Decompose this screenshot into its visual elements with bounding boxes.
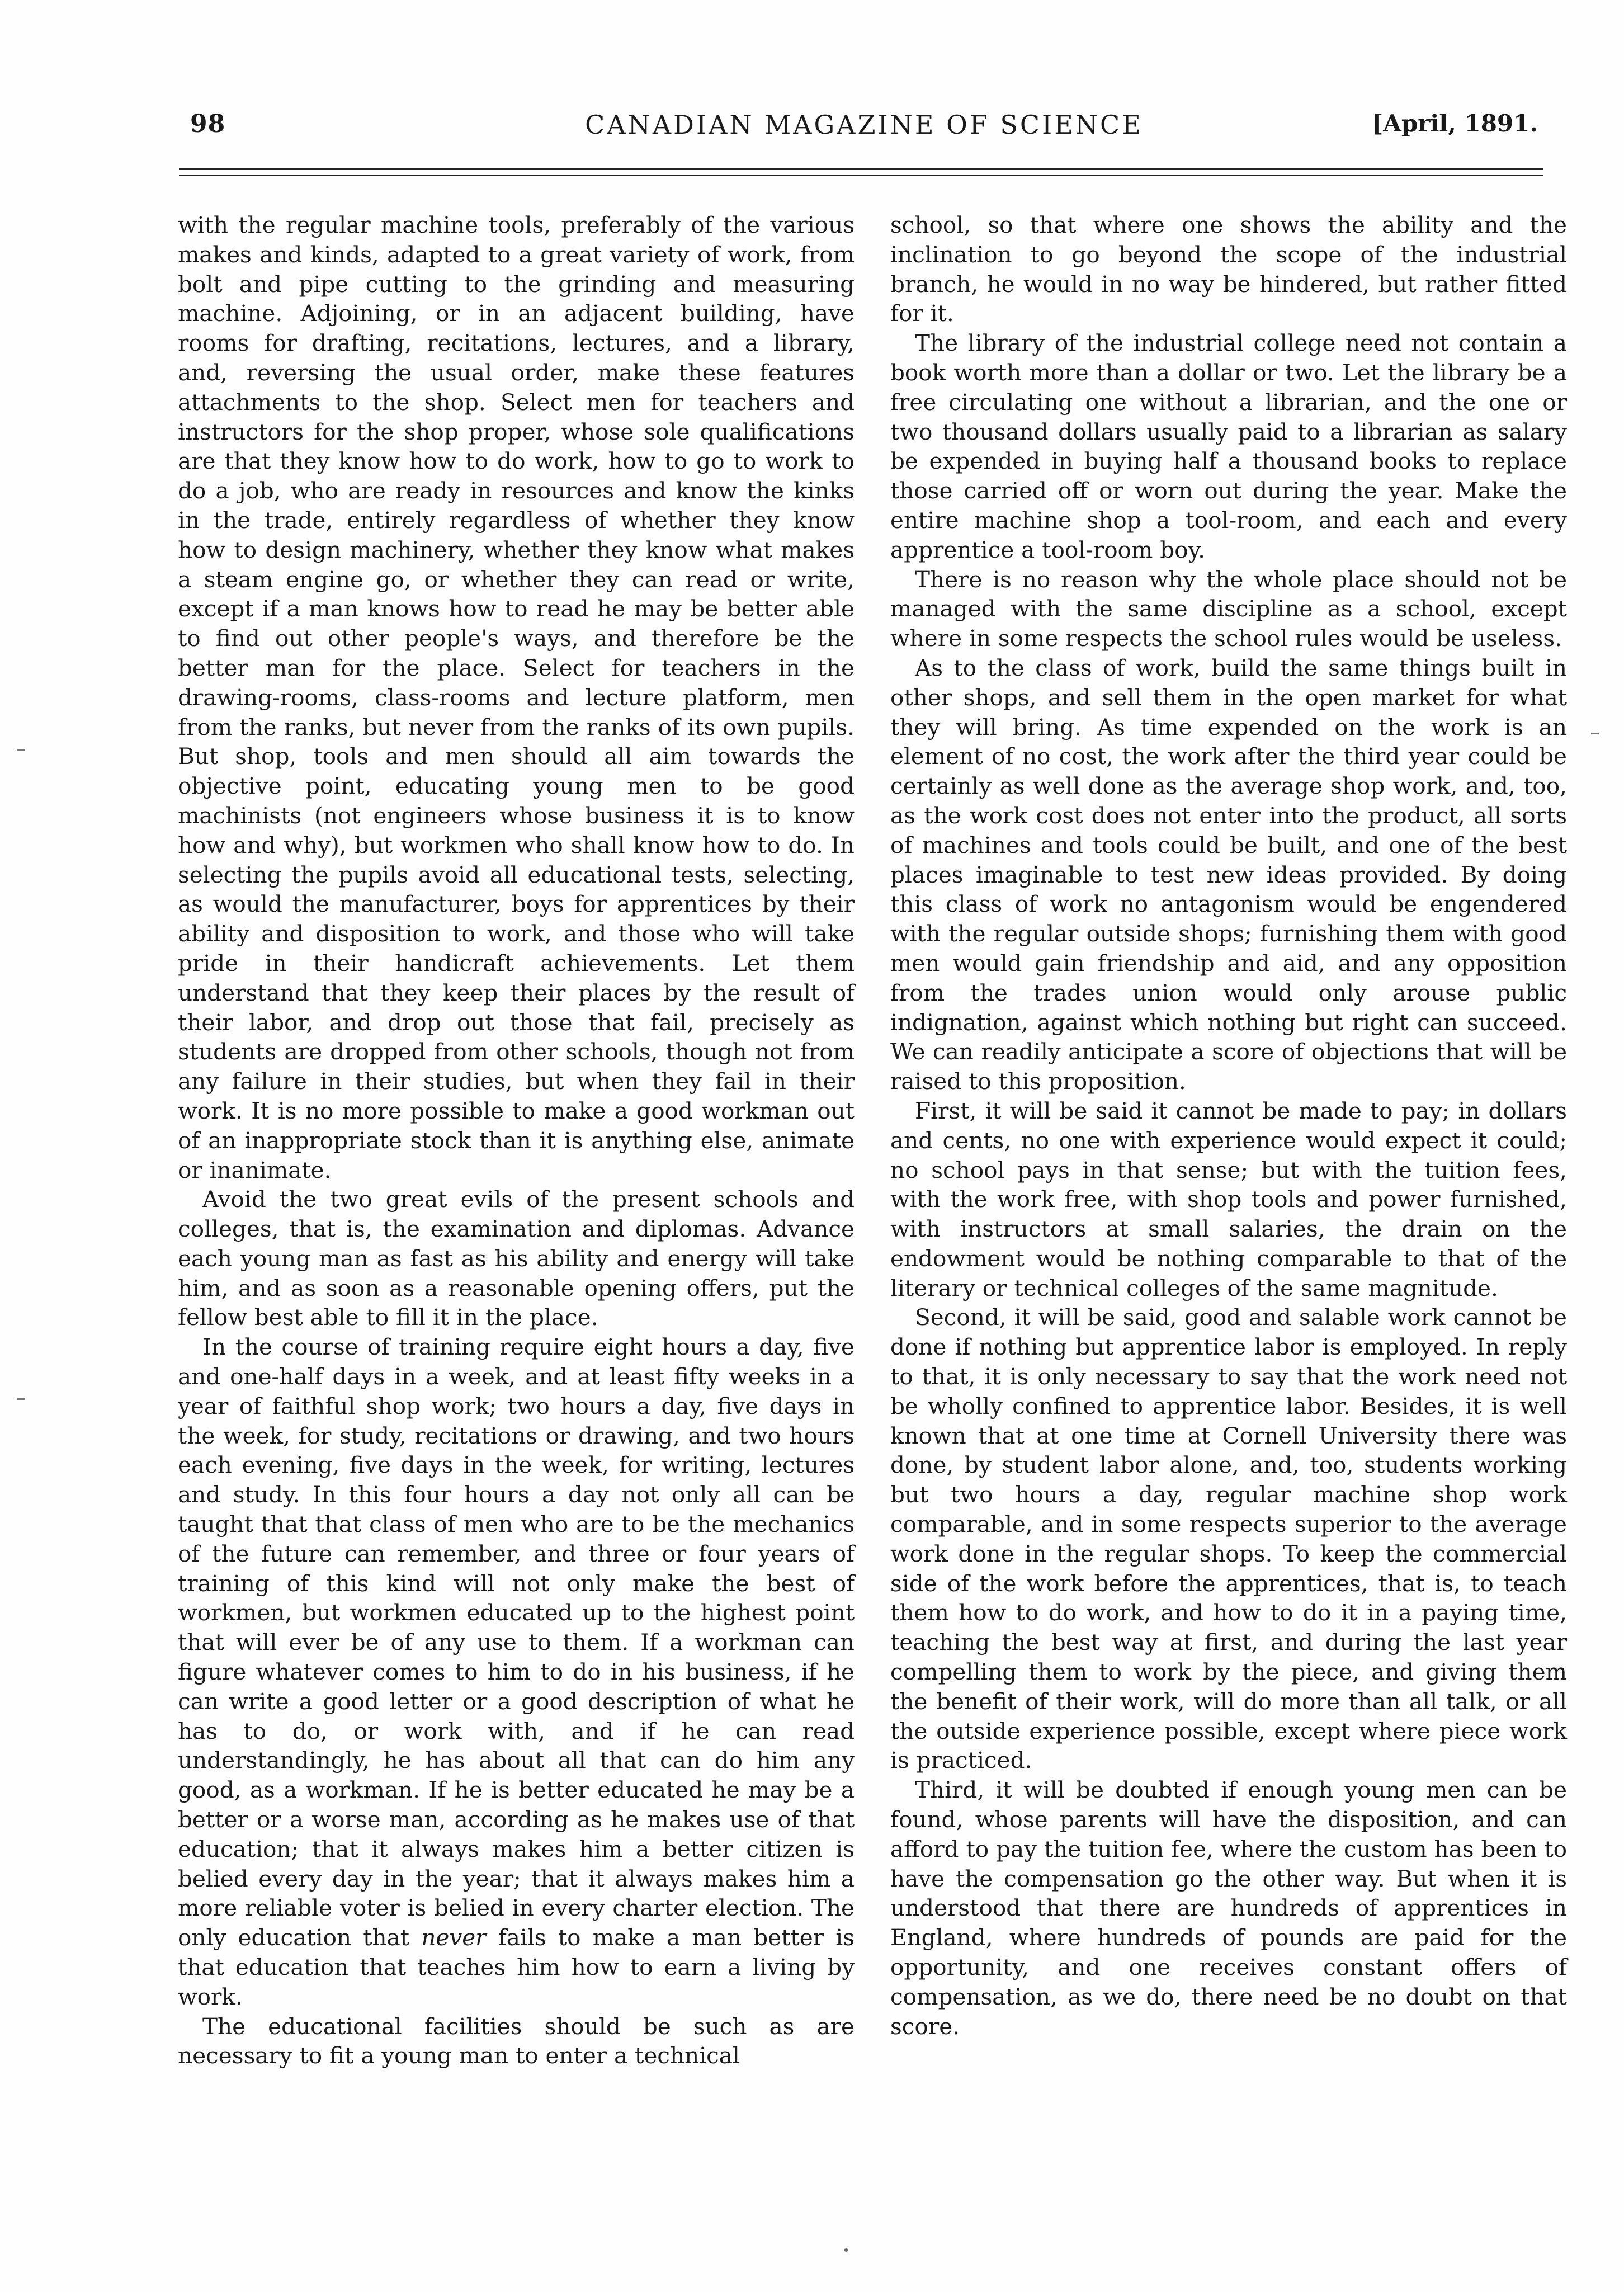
paragraph: As to the class of work, build the same things built in other shops, and sell them in the open market for what they will bring. As time expended on the work is an element of no cost, the work after the third year could be certainly as well done as the average shop work, and, too, as the work cost does not enter into the product, all sorts of machines and tools could be built, and one of the best places imaginable to test new ideas provided. By doing this class of work no antagonism would be engendered with the regular outside shops; furnishing them with good men would gain friendship and aid, and any opposition from the trades union would only arouse public indignation, against which nothing but right can succeed. We can readily anticipate a score of objections that will be raised to this proposition. bbox=[890, 654, 1567, 1095]
header-rule-thin bbox=[179, 175, 1543, 176]
scan-mark bbox=[17, 1398, 25, 1400]
running-header bbox=[190, 110, 1538, 149]
paragraph: Third, it will be doubted if enough young men can be found, whose parents will have the disposition, and can afford to pay the tuition fee, where the custom has been to have the compensation go the other way. But when it is understood that there are hundreds of apprentices in England, where hundreds of pounds are paid for the opportunity, and one receives constant offers of compensation, as we do, there need be no doubt on that score. bbox=[890, 1776, 1567, 2040]
issue-date: [April, 1891. bbox=[1372, 110, 1538, 137]
paragraph: with the regular machine tools, preferably of the various makes and kinds, adapted to a great variety of work, from bolt and pipe cutting to the grinding and measuring machine. Adjoining, or in an adjacent building, have rooms for drafting, recitations, lectures, and a library, and, reversing the usual order, make these features attachments to the shop. Select men for teachers and instructors for the shop proper, whose sole qualifications are that they know how to do work, how to go to work to do a job, who are ready in resources and know the kinks in the trade, entirely regardless of whether they know how to design machinery, whether they know what makes a steam engine go, or whether they can read or write, except if a man knows how to read he may be better able to find out other people's ways, and therefore be the better man for the place. Select for teachers in the drawing-rooms, class-rooms and lecture platform, men from the ranks, but never from the ranks of its own pupils. But shop, tools and men should all aim towards the objective point, educating young men to be good machinists (not engineers whose business it is to know how and why), but workmen who shall know how to do. In selecting the pupils avoid all educational tests, selecting, as would the manufacturer, boys for apprentices by their ability and disposition to work, and those who will take pride in their handicraft achievements. Let them understand that they keep their places by the result of their labor, and drop out those that fail, precisely as students are dropped from other schools, though not from any failure in their studies, but when they fail in their work. It is no more possible to make a good workman out of an inappropriate stock than it is anything else, animate or inanimate. bbox=[178, 211, 855, 1183]
paragraph: Avoid the two great evils of the present schools and colleges, that is, the examination and diplomas. Advance each young man as fast as his ability and energy will take him, and as soon as a reasonable opening offers, put the fellow best able to fill it in the place. bbox=[178, 1186, 855, 1331]
paragraph: First, it will be said it cannot be made to pay; in dollars and cents, no one with experience would expect it could; no school pays in that sense; but with the tuition fees, with the work free, with shop tools and power furnished, with instructors at small salaries, the drain on the endowment would be nothing comparable to that of the literary or technical colleges of the same magnitude. bbox=[890, 1097, 1567, 1301]
emphasis-never: never bbox=[421, 1924, 487, 1951]
magazine-title: CANADIAN MAGAZINE OF SCIENCE bbox=[585, 110, 1143, 140]
paragraph: school, so that where one shows the ability and the inclination to go beyond the scope of the industrial branch, he would in no way be hindered, but rather fitted for it. bbox=[890, 211, 1567, 327]
left-column bbox=[178, 210, 855, 2071]
paragraph: In the course of training require eight hours a day, five and one-half days in a week, and at least fifty weeks in a year of faithful shop work; two hours a day, five days in the week, for study, recitations or drawing, and two hours each evening, five days in the week, for writing, lectures and study. In this four hours a day not only all can be taught that that class of men who are to be the mechanics of the future can remember, and three or four years of training of this kind will not only make the best of workmen, but workmen educated up to the highest point that will ever be of any use to them. If a workman can figure whatever comes to him to do in his business, if he can write a good letter or a good description of what he has to do, or work with, and if he can read understandingly, he has about all that can do him any good, as a workman. If he is better educated he may be a better or a worse man, according as he makes use of that education; that it always makes him a better citizen is belied every day in the year; that it always makes him a more reliable voter is belied in every charter election. The only education that never fails to make a man better is that education that teaches him how to earn a living by work. bbox=[178, 1333, 855, 2010]
scan-mark bbox=[1591, 733, 1599, 734]
scan-dot bbox=[844, 2248, 848, 2252]
page-number: 98 bbox=[190, 110, 226, 138]
paragraph: The educational facilities should be such as are necessary to fit a young man to enter a technical bbox=[178, 2012, 855, 2069]
right-column bbox=[890, 210, 1567, 2041]
paragraph: There is no reason why the whole place should not be managed with the same discipline as a school, except where in some respects the school rules would be useless. bbox=[890, 565, 1567, 652]
paragraph: The library of the industrial college need not contain a book worth more than a dollar or two. Let the library be a free circulating one without a librarian, and the one or two thousand dollars usually paid to a librarian as salary be expended in buying half a thousand books to replace those carried off or worn out during the year. Make the entire machine shop a tool-room, and each and every apprentice a tool-room boy. bbox=[890, 329, 1567, 563]
header-rule-thick bbox=[179, 168, 1543, 170]
paragraph: Second, it will be said, good and salable work cannot be done if nothing but apprentice labor is employed. In reply to that, it is only necessary to say that the work need not be wholly confined to apprentice labor. Besides, it is well known that at one time at Cornell University there was done, by student labor alone, and, too, students working but two hours a day, regular machine shop work comparable, and in some respects superior to the average work done in the regular shops. To keep the commercial side of the work before the apprentices, that is, to teach them how to do work, and how to do it in a paying time, teaching the best way at first, and during the last year compelling them to work by the piece, and giving them the benefit of their work, will do more than all talk, or all the outside experience possible, except where piece work is practiced. bbox=[890, 1304, 1567, 1774]
scan-mark bbox=[17, 749, 25, 751]
